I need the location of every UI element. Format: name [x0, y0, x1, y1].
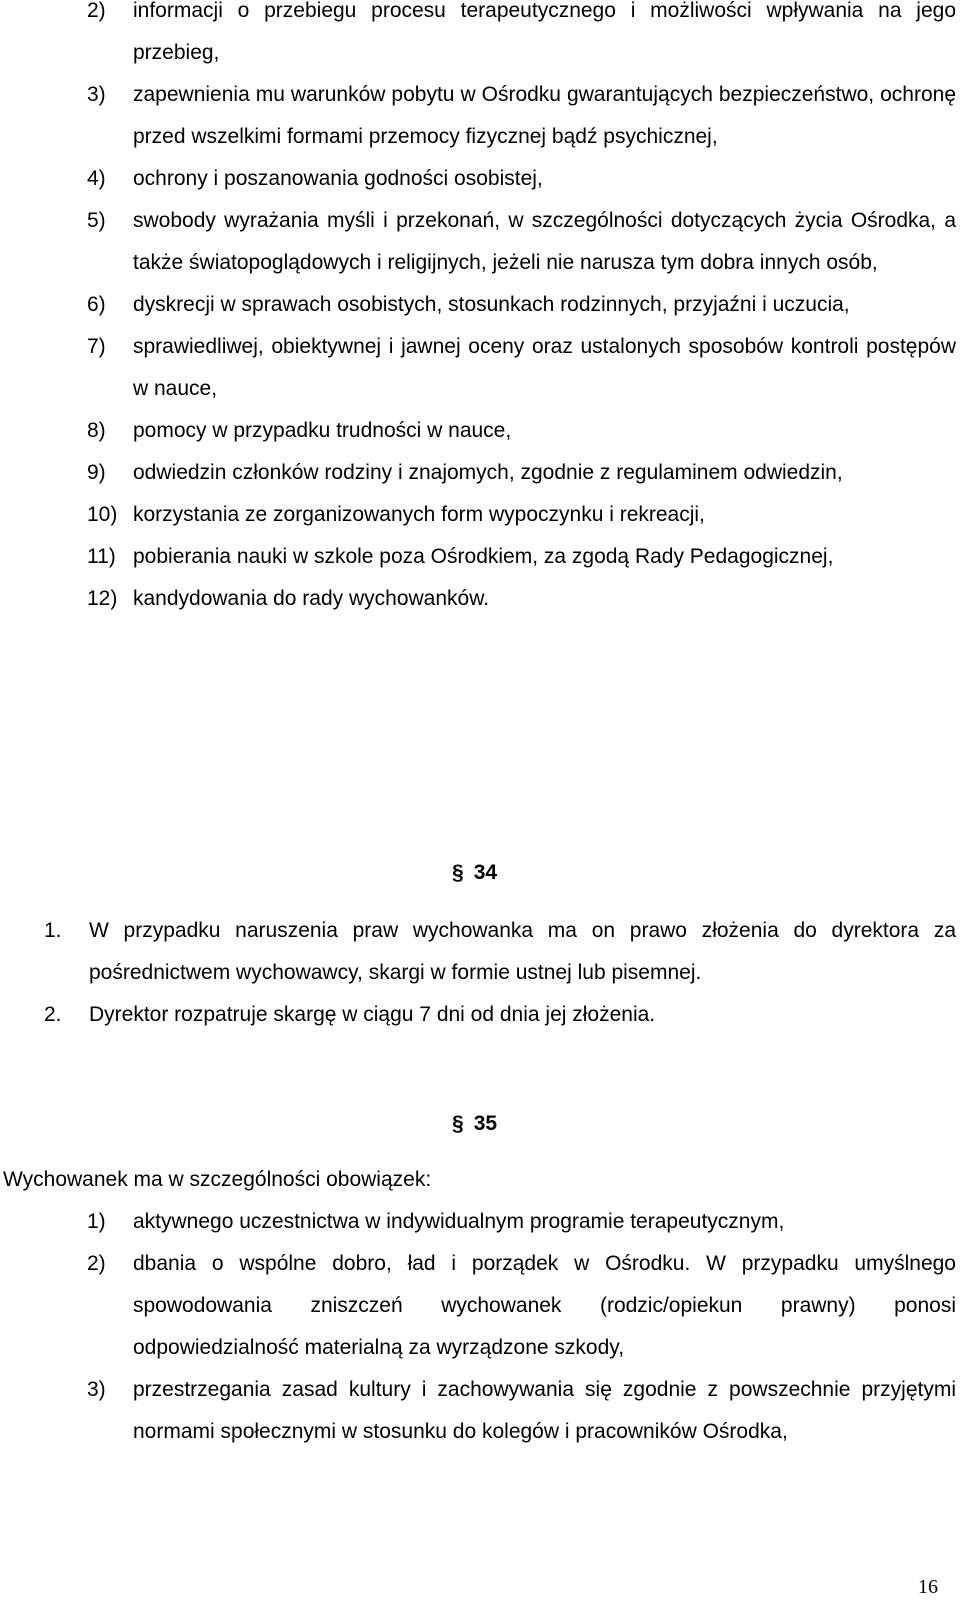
list-item-number: 11) — [87, 545, 116, 568]
list-item-number: 1. — [44, 919, 62, 942]
list-item-number: 12) — [87, 587, 118, 610]
list-item — [0, 536, 956, 578]
list-item-text: przestrzegania zasad kultury i zachowywania się zgodnie z powszechnie przyjętymi normami społecznymi w stosunku do kolegów i pracowników Ośrodka, — [133, 1378, 956, 1443]
list-item-number: 3) — [87, 1378, 106, 1401]
list-item-number: 9) — [87, 461, 106, 484]
rights-list — [0, 0, 956, 620]
list-item-text: W przypadku naruszenia praw wychowanka ma on prawo złożenia do dyrektora za pośrednictwem wychowawcy, skargi w formie ustnej lub pisemnej. — [89, 919, 956, 984]
section-sign: § — [452, 861, 464, 884]
duties-intro: Wychowanek ma w szczególności obowiązek: — [3, 1168, 432, 1191]
list-item — [0, 910, 956, 994]
list-item-text: aktywnego uczestnictwa w indywidualnym programie terapeutycznym, — [133, 1210, 785, 1233]
complaint-list — [0, 910, 956, 1036]
list-item-text: dbania o wspólne dobro, ład i porządek w Ośrodku. W przypadku umyślnego spowodowania zniszczeń wychowanek (rodzic/opiekun prawny) ponosi odpowiedzialność materialną za wyrządzone szkody, — [133, 1252, 956, 1359]
list-item — [0, 1369, 956, 1453]
list-item — [0, 994, 956, 1036]
list-item-text: pobierania nauki w szkole poza Ośrodkiem, za zgodą Rady Pedagogicznej, — [133, 545, 834, 568]
list-item-number: 2. — [44, 1003, 62, 1026]
list-item-number: 10) — [87, 503, 118, 526]
list-item-text: korzystania ze zorganizowanych form wypoczynku i rekreacji, — [133, 503, 705, 526]
list-item-number: 5) — [87, 209, 106, 232]
list-item — [0, 74, 956, 158]
section-number: 35 — [473, 1112, 498, 1135]
list-item-number: 1) — [87, 1210, 106, 1233]
list-item-text: Dyrektor rozpatruje skargę w ciągu 7 dni od dnia jej złożenia. — [89, 1003, 656, 1026]
list-item — [0, 200, 956, 284]
list-item — [0, 494, 956, 536]
section-heading-35 — [452, 1112, 497, 1136]
list-item-number: 7) — [87, 335, 106, 358]
duties-list — [0, 1201, 956, 1453]
list-item-number: 2) — [87, 0, 106, 22]
section-number: 34 — [473, 861, 498, 884]
list-item-text: zapewnienia mu warunków pobytu w Ośrodku gwarantujących bezpieczeństwo, ochronę przed wszelkimi formami przemocy fizycznej bądź psychicznej, — [133, 83, 956, 148]
list-item-text: swobody wyrażania myśli i przekonań, w szczególności dotyczących życia Ośrodka, a także światopoglądowych i religijnych, jeżeli nie narusza tym dobra innych osób, — [133, 209, 956, 274]
list-item — [0, 158, 956, 200]
list-item — [0, 326, 956, 410]
section-heading-34 — [452, 861, 497, 885]
list-item — [0, 452, 956, 494]
list-item-number: 4) — [87, 167, 106, 190]
list-item — [0, 410, 956, 452]
list-item-number: 2) — [87, 1252, 106, 1275]
list-item — [0, 1201, 956, 1243]
list-item-text: kandydowania do rady wychowanków. — [133, 587, 490, 610]
list-item-text: pomocy w przypadku trudności w nauce, — [133, 419, 512, 442]
section-sign: § — [452, 1112, 464, 1135]
list-item-text: odwiedzin członków rodziny i znajomych, zgodnie z regulaminem odwiedzin, — [133, 461, 843, 484]
list-item-text: dyskrecji w sprawach osobistych, stosunkach rodzinnych, przyjaźni i uczucia, — [133, 293, 850, 316]
list-item — [0, 0, 956, 74]
list-item-text: informacji o przebiegu procesu terapeutycznego i możliwości wpływania na jego przebieg, — [133, 0, 956, 64]
list-item — [0, 1243, 956, 1369]
list-item-number: 8) — [87, 419, 106, 442]
list-item — [0, 578, 956, 620]
page-number: 16 — [918, 1576, 938, 1598]
list-item — [0, 284, 956, 326]
list-item-number: 6) — [87, 293, 106, 316]
list-item-number: 3) — [87, 83, 106, 106]
list-item-text: ochrony i poszanowania godności osobistej, — [133, 167, 543, 190]
list-item-text: sprawiedliwej, obiektywnej i jawnej oceny oraz ustalonych sposobów kontroli postępów w nauce, — [133, 335, 956, 400]
